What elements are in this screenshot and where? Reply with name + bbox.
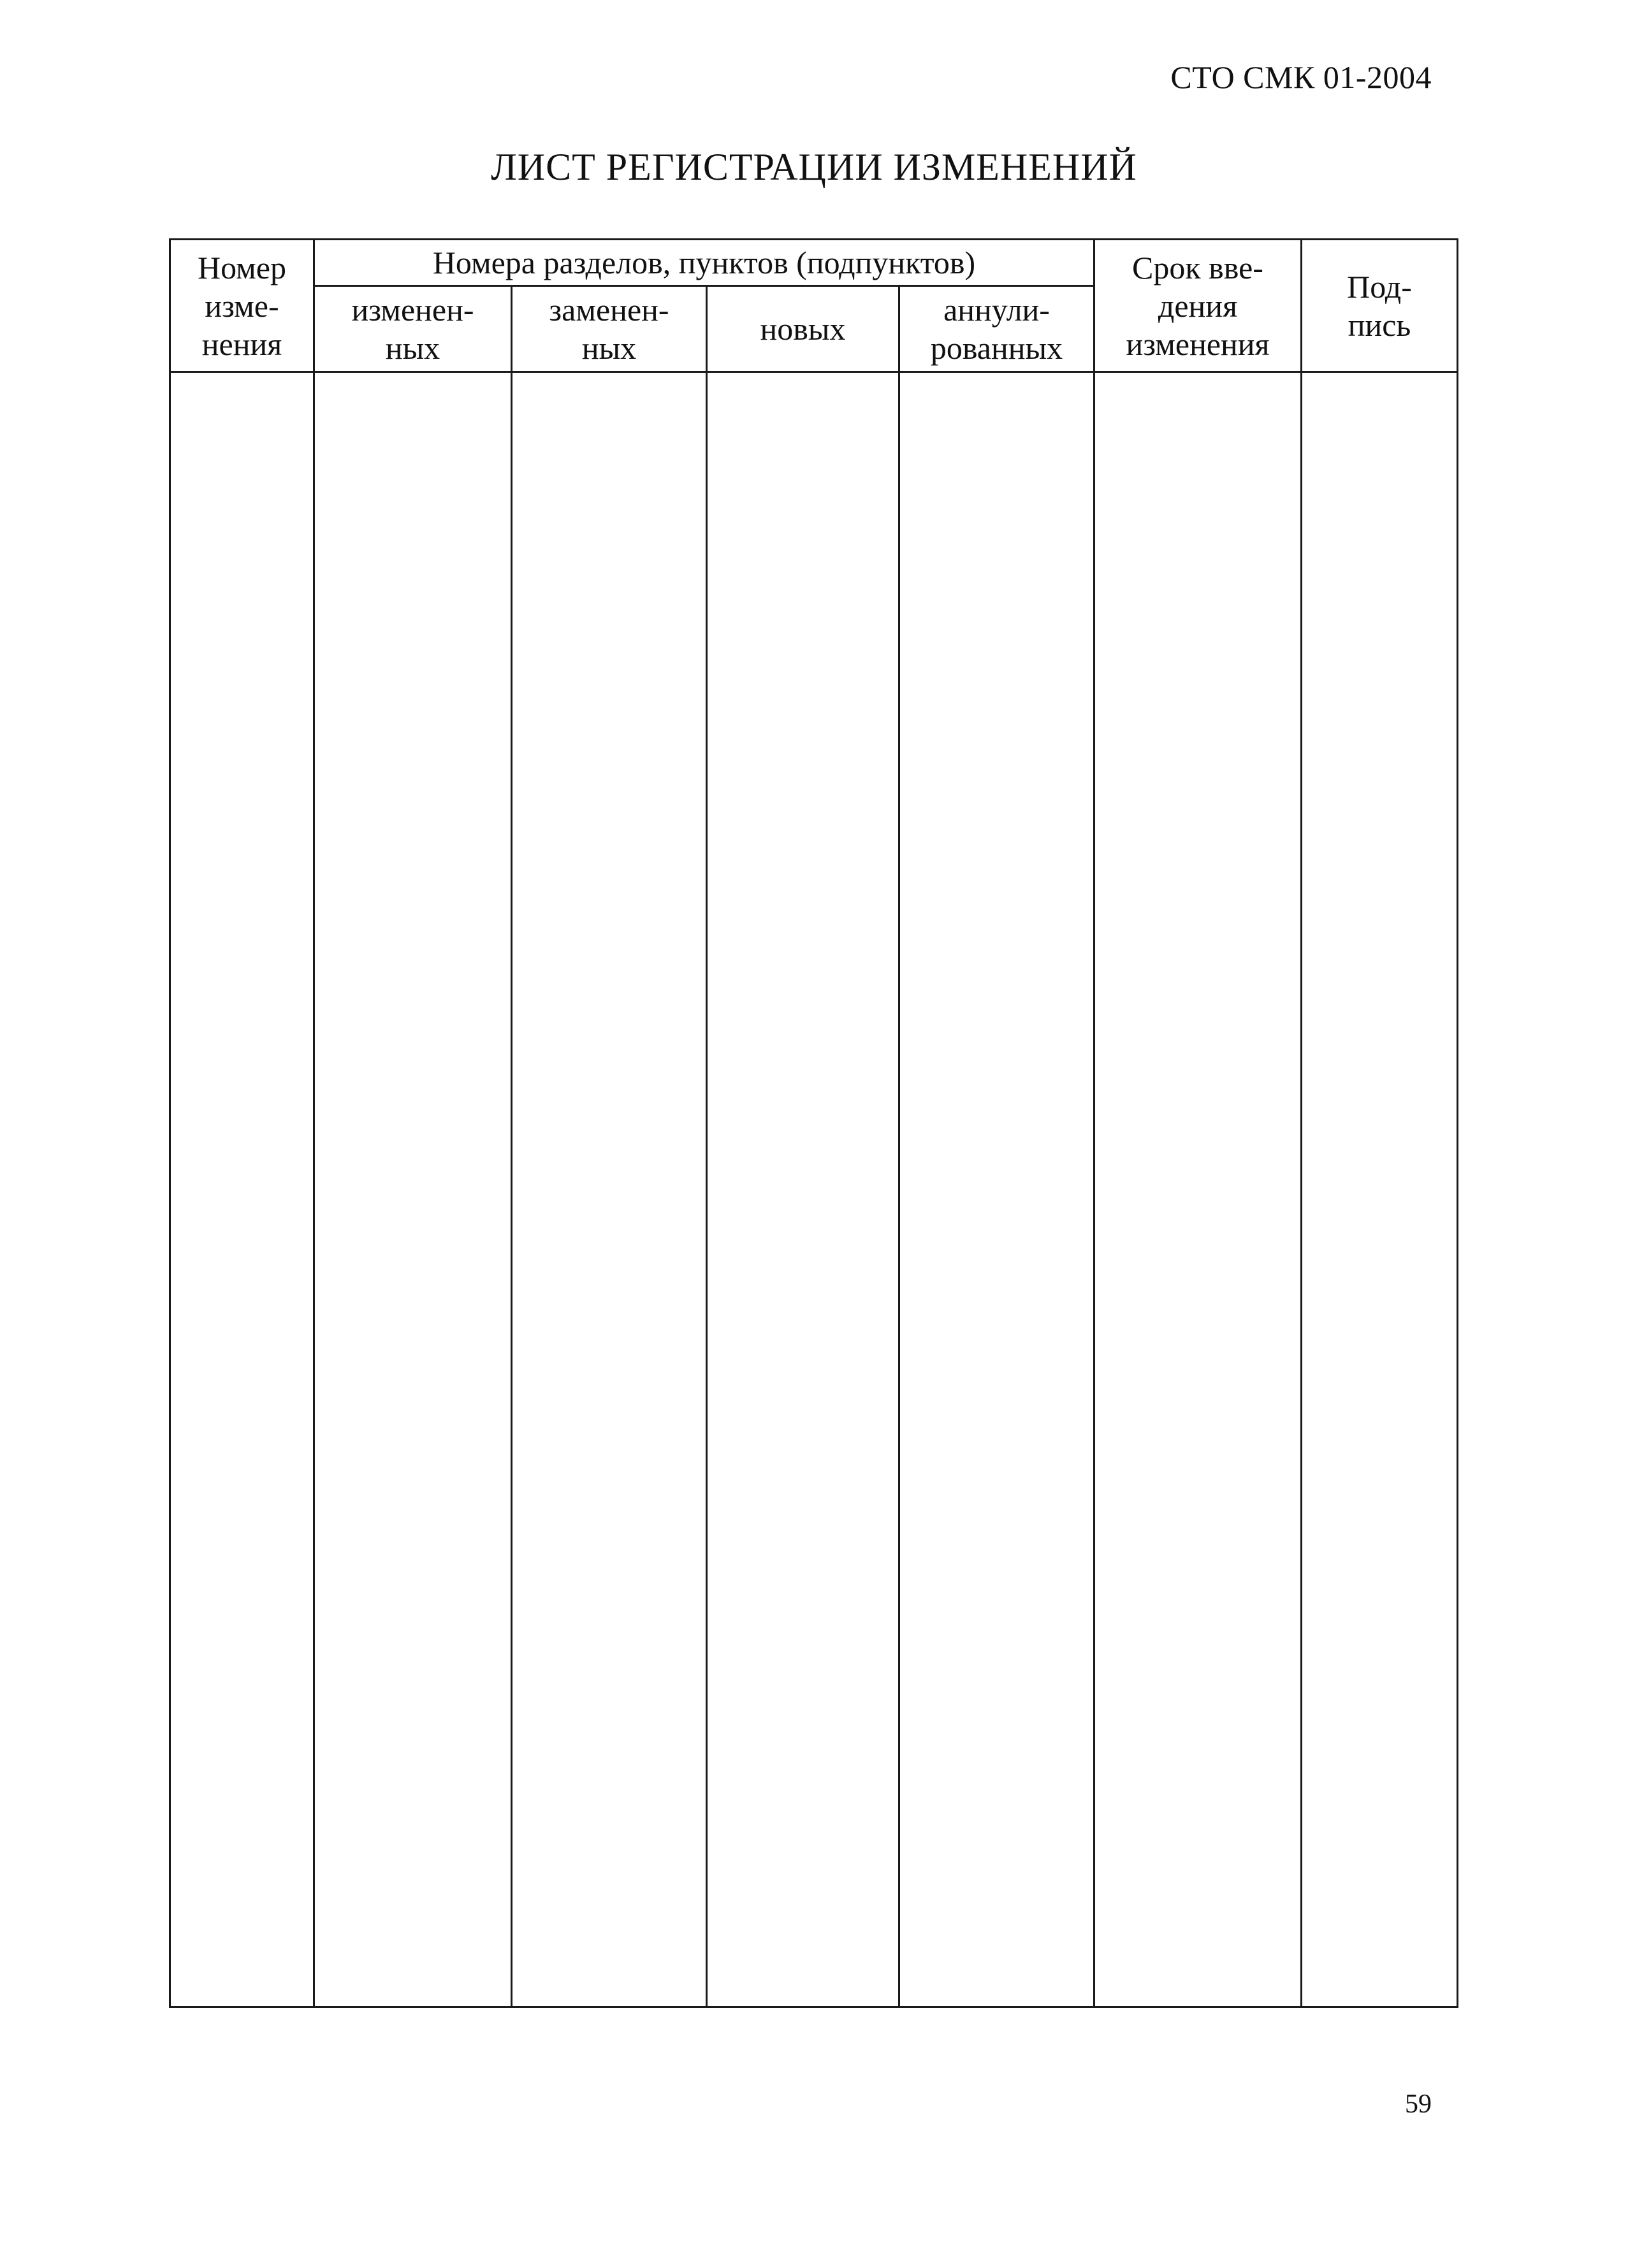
header-changed-line: ных (385, 330, 440, 366)
header-change-number-line: Номер (198, 249, 286, 285)
page-title: ЛИСТ РЕГИСТРАЦИИ ИЗМЕНЕНИЙ (491, 146, 1137, 188)
header-changed-line: изменен- (351, 292, 474, 328)
document-code: СТО СМК 01-2004 (1170, 59, 1432, 95)
cell-introduction-date (1094, 372, 1302, 2007)
header-section-numbers: Номера разделов, пунктов (подпунктов) (314, 240, 1094, 286)
cell-change-number (170, 372, 314, 2007)
header-change-number-line: изме- (205, 287, 279, 324)
cell-signature (1302, 372, 1458, 2007)
cell-annulled (899, 372, 1094, 2007)
header-annulled-line: рованных (930, 330, 1063, 366)
header-replaced-line: ных (581, 330, 637, 366)
header-introduction-date-line: Срок вве- (1132, 249, 1263, 285)
header-changed (314, 286, 512, 372)
header-change-number-line: нения (201, 326, 282, 362)
header-introduction-date-line: дения (1158, 287, 1238, 324)
header-signature (1302, 240, 1458, 372)
page-number: 59 (1405, 2090, 1432, 2119)
header-signature-line: Под- (1347, 268, 1412, 305)
header-new-line: новых (760, 311, 846, 347)
header-new (707, 286, 899, 372)
table-row (170, 372, 1458, 2007)
header-replaced (512, 286, 707, 372)
header-replaced-line: заменен- (549, 292, 669, 328)
header-introduction-date-line: изменения (1126, 326, 1270, 362)
cell-changed (314, 372, 512, 2007)
header-change-number (170, 240, 314, 372)
header-signature-line: пись (1348, 307, 1411, 343)
change-registration-table (169, 238, 1458, 2008)
header-introduction-date (1094, 240, 1302, 372)
header-annulled-line: аннули- (943, 292, 1050, 328)
cell-new (707, 372, 899, 2007)
cell-replaced (512, 372, 707, 2007)
header-annulled (899, 286, 1094, 372)
